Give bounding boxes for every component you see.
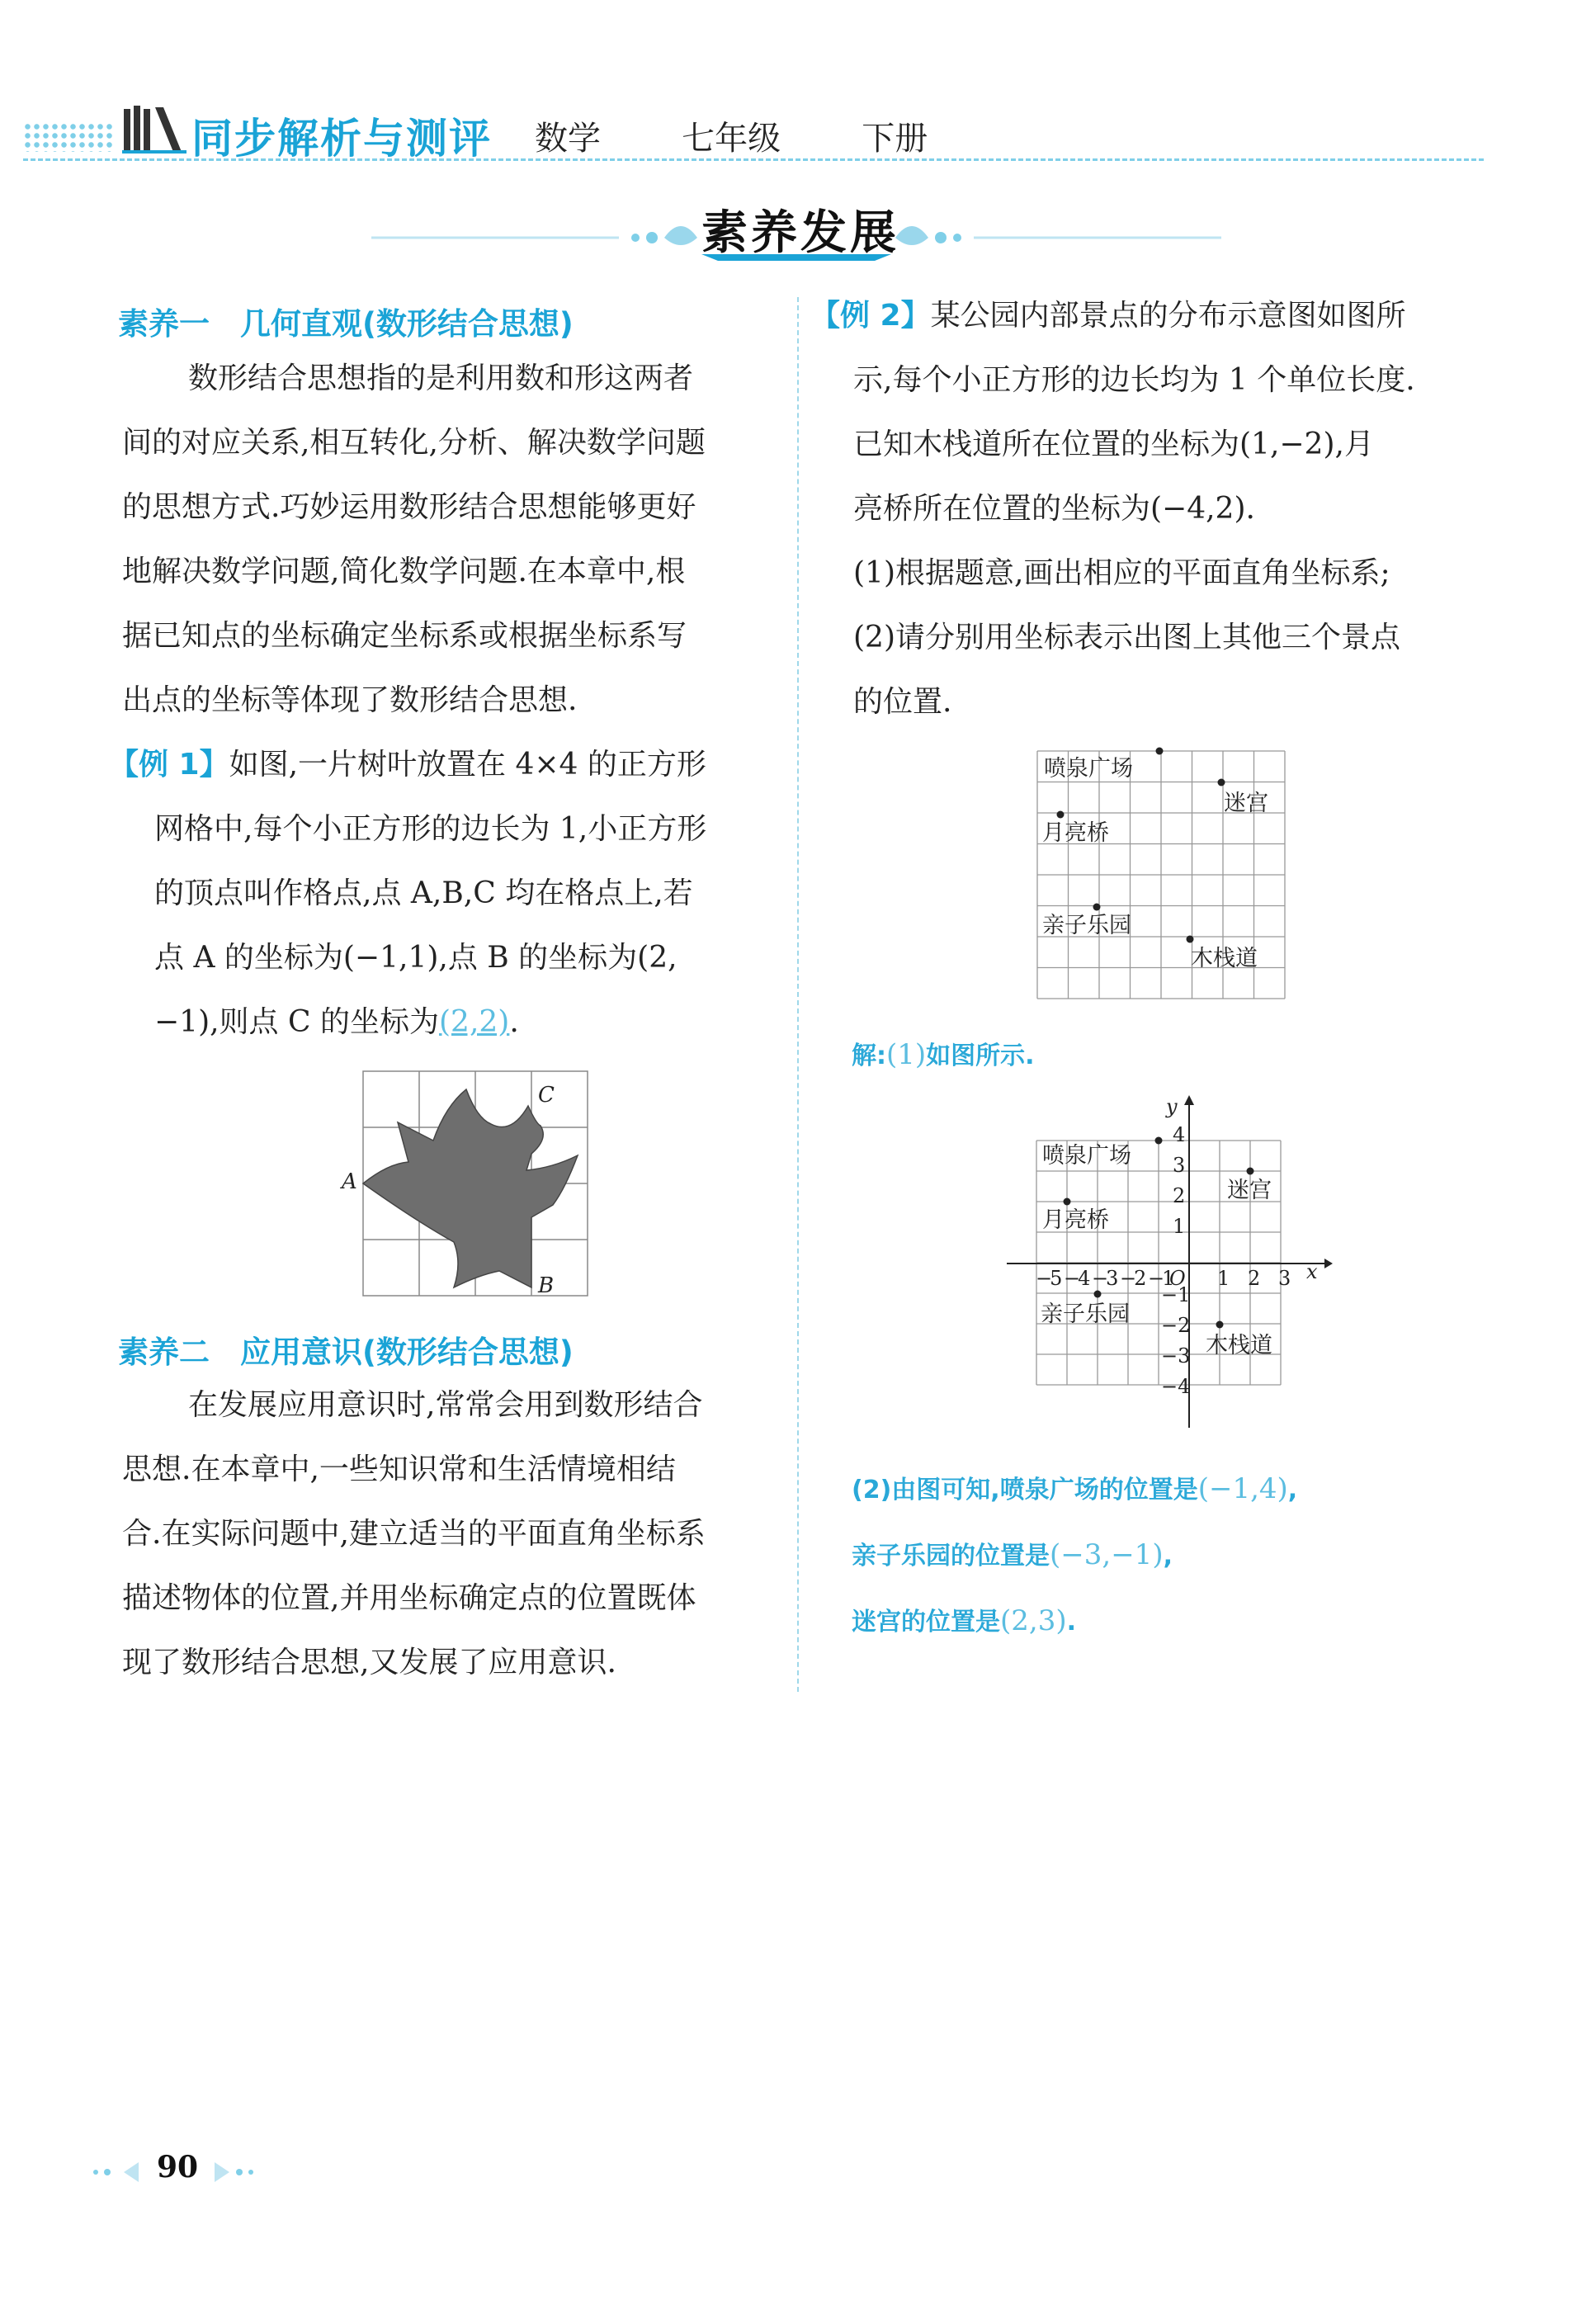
text-line: 示,每个小正方形的边长均为 1 个单位长度.: [853, 363, 1415, 397]
column-divider: [797, 297, 799, 1692]
series-title: 同步解析与测评: [191, 115, 492, 163]
text-line: 在发展应用意识时,常常会用到数形结合: [188, 1388, 703, 1422]
heading-literacy-1: 素养一 几何直观(数形结合思想): [118, 306, 574, 342]
section-title: 素养发展: [701, 206, 899, 260]
text-line: 现了数形结合思想,又发展了应用意识.: [122, 1646, 616, 1679]
park-label: 亲子乐园: [1042, 913, 1131, 938]
text-line: .: [509, 1005, 519, 1039]
subject-label: 数学 七年级 下册: [535, 120, 928, 158]
origin-label: O: [1169, 1267, 1186, 1290]
x-axis-label: x: [1306, 1260, 1318, 1283]
text-line: 亮桥所在位置的坐标为(−4,2).: [853, 492, 1255, 526]
text-line: 据已知点的坐标确定坐标系或根据坐标系写: [122, 619, 687, 653]
y-tick-1: 1: [1173, 1215, 1186, 1238]
point-a-label: A: [342, 1169, 357, 1194]
text-line: 迷宫的位置是: [852, 1608, 1000, 1637]
figure-coordinate-plane: [1003, 1094, 1333, 1432]
text-line: 描述物体的位置,并用坐标确定点的位置既体: [122, 1581, 696, 1615]
text-line: 间的对应关系,相互转化,分析、解决数学问题: [122, 426, 706, 460]
y-arrow-icon: [1184, 1095, 1194, 1105]
leaf-shape: [363, 1089, 578, 1287]
x-tick-negative-labels: −5 −4 −3 −2 −1: [1036, 1267, 1173, 1290]
boardwalk-label: 木栈道: [1206, 1333, 1272, 1358]
fountain-label: 喷泉广场: [1044, 756, 1133, 782]
park-label: 亲子乐园: [1041, 1301, 1130, 1327]
text-line: 已知木栈道所在位置的坐标为(1,−2),月: [853, 427, 1374, 461]
park-dot: [1094, 1291, 1102, 1298]
text-line: (2)由图可知,喷泉广场的位置是: [852, 1476, 1198, 1504]
bridge-label: 月亮桥: [1042, 1207, 1109, 1233]
y-tick-neg-3: −3: [1161, 1344, 1191, 1367]
text-line: 点 A 的坐标为(−1,1),点 B 的坐标为(2,: [154, 941, 677, 975]
example-2-tag: 【例 2】: [810, 299, 931, 333]
fountain-label: 喷泉广场: [1042, 1143, 1131, 1169]
example-2: [810, 284, 1487, 735]
text-line: 数形结合思想指的是利用数和形这两者: [188, 361, 694, 395]
x-tick-1: 1: [1217, 1267, 1230, 1290]
text-line: 网格中,每个小正方形的边长为 1,小正方形: [154, 812, 707, 846]
text-line: 解:: [852, 1042, 886, 1070]
text-line: −1),则点 C 的坐标为: [154, 1005, 439, 1039]
books-logo-icon: [122, 101, 188, 155]
text-line: 如图,一片树叶放置在 4×4 的正方形: [229, 748, 706, 782]
fountain-dot: [1156, 748, 1164, 755]
y-tick-neg-2: −2: [1161, 1314, 1191, 1337]
answer-maze: (2,3): [1000, 1604, 1067, 1637]
y-tick-3: 3: [1173, 1154, 1186, 1177]
y-tick-neg-1: −1: [1161, 1283, 1191, 1306]
text-line: .: [1066, 1608, 1077, 1637]
example-1-answer: (2,2): [439, 1005, 510, 1039]
header-divider: [23, 158, 1484, 161]
park-dot: [1093, 904, 1101, 911]
y-axis-label: y: [1166, 1095, 1178, 1118]
paragraph-literacy-1: [122, 347, 782, 733]
text-line: ,: [1287, 1476, 1298, 1504]
text-line: 某公园内部景点的分布示意图如图所: [930, 299, 1406, 333]
text-line: 的思想方式.巧妙运用数形结合思想能够更好: [122, 490, 696, 524]
bridge-label: 月亮桥: [1042, 820, 1109, 846]
page-number: 90: [157, 2150, 199, 2185]
header-dot-pattern: [23, 122, 114, 152]
maze-dot: [1247, 1168, 1254, 1175]
text-line: 亲子乐园的位置是: [852, 1542, 1050, 1571]
fountain-dot: [1155, 1137, 1163, 1145]
boardwalk-label: 木栈道: [1191, 946, 1258, 971]
figure-leaf-grid: [330, 1065, 602, 1304]
solution-2: [852, 1457, 1297, 1655]
x-arrow-icon: [1324, 1259, 1333, 1268]
bridge-dot: [1057, 811, 1065, 819]
boardwalk-dot: [1216, 1321, 1224, 1329]
text-line: 地解决数学问题,简化数学问题.在本章中,根: [122, 555, 686, 588]
text-line: 思想.在本章中,一些知识常和生活情境相结: [122, 1452, 676, 1486]
y-tick-neg-4: −4: [1161, 1375, 1191, 1398]
maze-label: 迷宫: [1224, 791, 1268, 816]
maze-dot: [1218, 779, 1225, 786]
paragraph-literacy-2: [122, 1373, 782, 1695]
text-line: 如图所示.: [926, 1042, 1035, 1070]
text-line: (1): [886, 1038, 927, 1071]
y-tick-2: 2: [1173, 1184, 1186, 1207]
point-b-label: B: [538, 1273, 555, 1298]
text-line: 的顶点叫作格点,点 A,B,C 均在格点上,若: [154, 876, 693, 910]
text-line: 的位置.: [853, 685, 952, 719]
text-line: ,: [1163, 1542, 1173, 1571]
figure-park-map: [1036, 743, 1291, 1007]
point-c-label: C: [538, 1083, 555, 1108]
text-line: 出点的坐标等体现了数形结合思想.: [122, 683, 578, 717]
answer-park: (−3,−1): [1050, 1538, 1164, 1571]
bridge-dot: [1064, 1198, 1071, 1206]
solution-1: [852, 1035, 1035, 1071]
example-1-tag: 【例 1】: [109, 748, 229, 782]
text-line: 合.在实际问题中,建立适当的平面直角坐标系: [122, 1517, 706, 1551]
example-1: [109, 733, 786, 1055]
y-tick-4: 4: [1173, 1123, 1186, 1146]
heading-literacy-2: 素养二 应用意识(数形结合思想): [118, 1334, 574, 1370]
x-tick-2: 2: [1248, 1267, 1261, 1290]
text-line: (2)请分别用坐标表示出图上其他三个景点: [853, 621, 1400, 654]
answer-fountain: (−1,4): [1197, 1472, 1288, 1505]
maze-label: 迷宫: [1227, 1178, 1272, 1203]
text-line: (1)根据题意,画出相应的平面直角坐标系;: [853, 556, 1390, 590]
x-tick-3: 3: [1278, 1267, 1291, 1290]
boardwalk-dot: [1187, 936, 1194, 943]
